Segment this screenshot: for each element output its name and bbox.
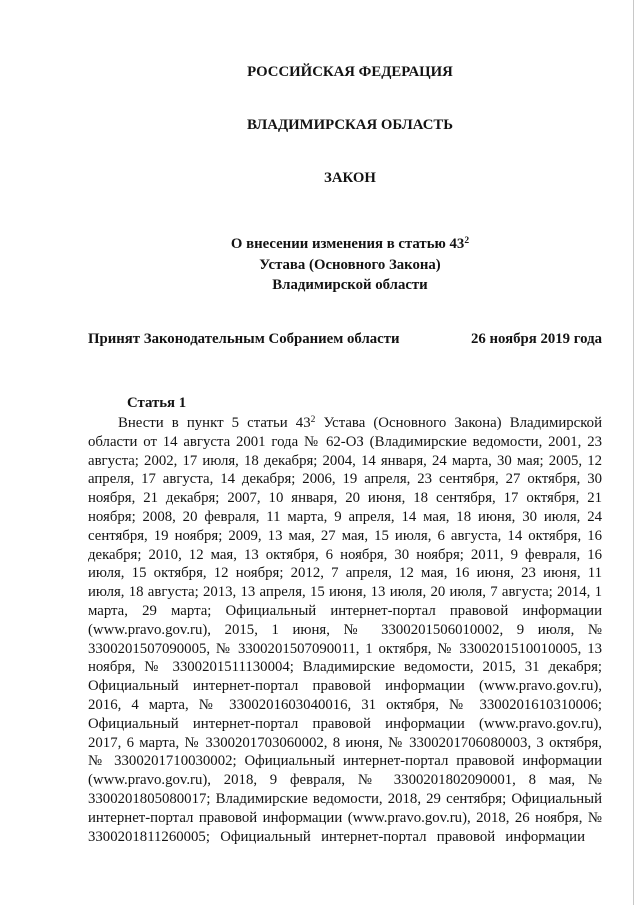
- body-line: области от 14 августа 2001 года № 62-ОЗ (Владимирские ведомости, 2001, 23: [88, 433, 602, 450]
- body-line: Официальный интернет-портал правовой информации (www.pravo.gov.ru),: [88, 678, 602, 695]
- superscript-number: 2: [464, 236, 470, 246]
- body-line: ноября; 2008, 20 февраля, 11 марта, 9 апреля, 14 мая, 18 июня, 30 июля, 24: [88, 508, 602, 525]
- body-line: июля, 15 октября, 12 ноября; 2012, 7 апреля, 12 мая, 16 июня, 23 июня, 11: [88, 565, 602, 582]
- body-line: ноября, 21 декабря; 2007, 10 января, 20 июня, 18 сентября, 17 октября, 21: [88, 490, 602, 507]
- superscript-number: 2: [310, 415, 316, 425]
- body-line-text: Внести в пункт 5 статьи 43: [118, 415, 311, 431]
- document-type-heading: ЗАКОН: [324, 170, 376, 186]
- body-line: декабря; 2010, 12 мая, 13 октября, 6 ноября, 30 ноября; 2011, 9 февраля, 16: [88, 546, 602, 563]
- body-line: (www.pravo.gov.ru), 2015, 1 июня, № 3300201506010002, 9 июля, №: [88, 621, 602, 638]
- adoption-date: 26 ноября 2019 года: [471, 331, 602, 347]
- body-line: № 3300201710030002; Официальный интернет-портал правовой информации: [88, 753, 602, 770]
- article-heading: Статья 1: [127, 395, 187, 411]
- body-line: 3300201811260005; Официальный интернет-портал правовой информации: [88, 828, 585, 845]
- law-title-line: Владимирской области: [272, 277, 428, 293]
- law-title-line: Устава (Основного Закона): [259, 257, 441, 273]
- body-line: сентября, 19 ноября; 2009, 13 мая, 27 мая, 15 июля, 6 августа, 14 октября, 16: [88, 527, 602, 544]
- body-line: апреля, 17 августа, 14 декабря; 2006, 19 апреля, 23 сентября, 27 октября, 30: [88, 471, 602, 488]
- law-title-text: О внесении изменения в статью 43: [230, 236, 465, 252]
- scan-edge-line: [633, 0, 634, 905]
- body-line: 2016, 4 марта, № 3300201603040016, 31 октября, № 3300201610310006;: [88, 696, 602, 713]
- body-line-text: Устава (Основного Закона) Владимирской: [315, 415, 602, 431]
- region-heading: ВЛАДИМИРСКАЯ ОБЛАСТЬ: [246, 117, 454, 133]
- law-title-line: [88, 235, 612, 254]
- body-line: 3300201507090005, № 3300201507090011, 1 октября, № 3300201510010005, 13: [88, 640, 602, 657]
- body-line: интернет-портал правовой информации (www.pravo.gov.ru), 2018, 26 ноября, №: [88, 809, 602, 826]
- body-line: (www.pravo.gov.ru), 2018, 9 февраля, № 3300201802090001, 8 мая, №: [88, 772, 602, 789]
- body-line: [88, 414, 602, 433]
- body-line: ноября, № 3300201511130004; Владимирские ведомости, 2015, 31 декабря;: [88, 659, 602, 676]
- body-line: августа; 2002, 17 июля, 18 декабря; 2004, 14 января, 24 марта, 30 мая; 2005, 12: [88, 452, 602, 469]
- body-line: 3300201805080017; Владимирские ведомости, 2018, 29 сентября; Официальный: [88, 790, 602, 807]
- body-line: 2017, 6 марта, № 3300201703060002, 8 июня, № 3300201706080003, 3 октября,: [88, 734, 602, 751]
- article-body: [88, 414, 602, 846]
- body-line: марта, 29 марта; Официальный интернет-портал правовой информации: [88, 602, 602, 619]
- body-line: июля, 18 августа; 2013, 13 апреля, 15 июня, 13 июля, 20 июля, 7 августа; 2014, 1: [88, 584, 602, 601]
- body-line: Официальный интернет-портал правовой информации (www.pravo.gov.ru),: [88, 715, 602, 732]
- country-heading: РОССИЙСКАЯ ФЕДЕРАЦИЯ: [247, 64, 453, 80]
- adoption-statement: Принят Законодательным Собранием области: [88, 331, 400, 347]
